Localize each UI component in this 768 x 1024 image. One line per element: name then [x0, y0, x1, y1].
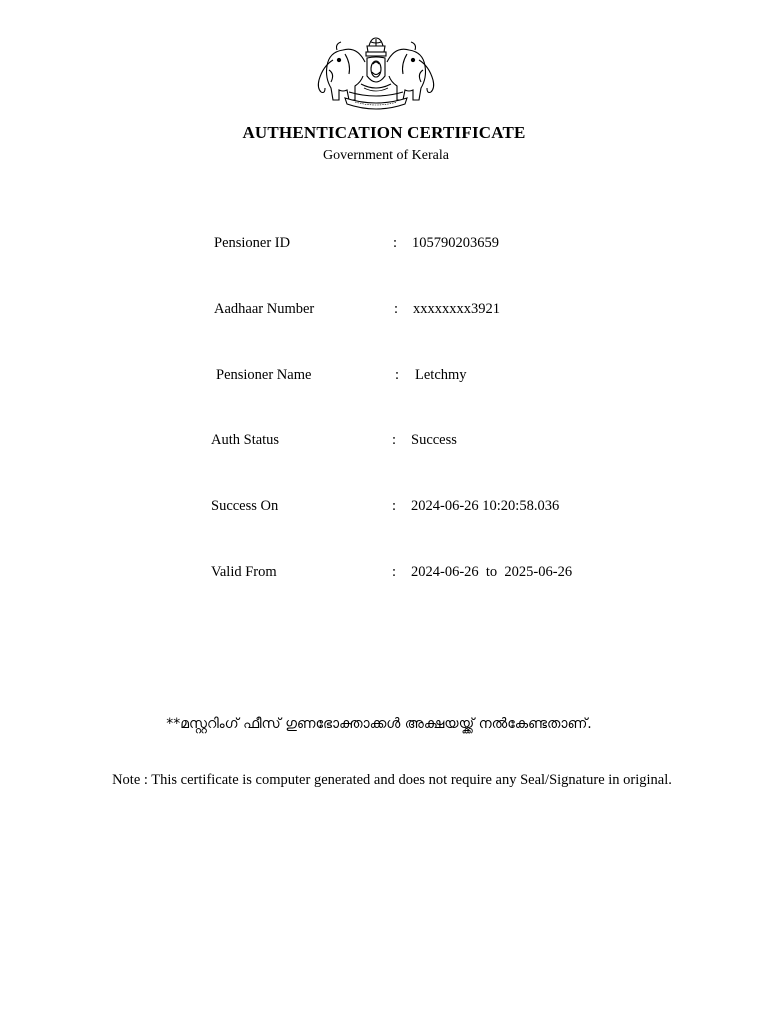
field-value: 2024-06-26 10:20:58.036: [411, 498, 560, 514]
field-label: Pensioner ID: [214, 235, 291, 251]
field-value: Letchmy: [415, 367, 467, 383]
certificate-title: AUTHENTICATION CERTIFICATE: [242, 123, 526, 142]
field-value: 105790203659: [412, 235, 499, 251]
field-label: Auth Status: [211, 432, 280, 448]
kerala-state-emblem-icon: [309, 36, 443, 114]
field-label: Pensioner Name: [216, 367, 312, 383]
computer-generated-note: Note : This certificate is computer generated and does not require any Seal/Signature in original.: [112, 772, 672, 788]
field-value: xxxxxxxx3921: [413, 301, 500, 317]
field-value: Success: [411, 432, 457, 448]
field-value: 2024-06-26 to 2025-06-26: [411, 564, 573, 580]
field-label: Valid From: [211, 564, 277, 580]
field-separator: :: [393, 235, 398, 251]
malayalam-fee-note: **മസ്റ്ററിംഗ് ഫീസ് ഗുണഭോക്താക്കൾ അക്ഷയയ്ക്ക് നൽകേണ്ടതാണ്.: [166, 716, 592, 732]
field-separator: :: [394, 301, 399, 317]
field-separator: :: [392, 564, 397, 580]
field-separator: :: [392, 498, 397, 514]
field-label: Aadhaar Number: [214, 301, 315, 317]
certificate-subtitle: Government of Kerala: [323, 148, 449, 163]
field-label: Success On: [211, 498, 279, 514]
field-separator: :: [392, 432, 397, 448]
field-separator: :: [395, 367, 400, 383]
